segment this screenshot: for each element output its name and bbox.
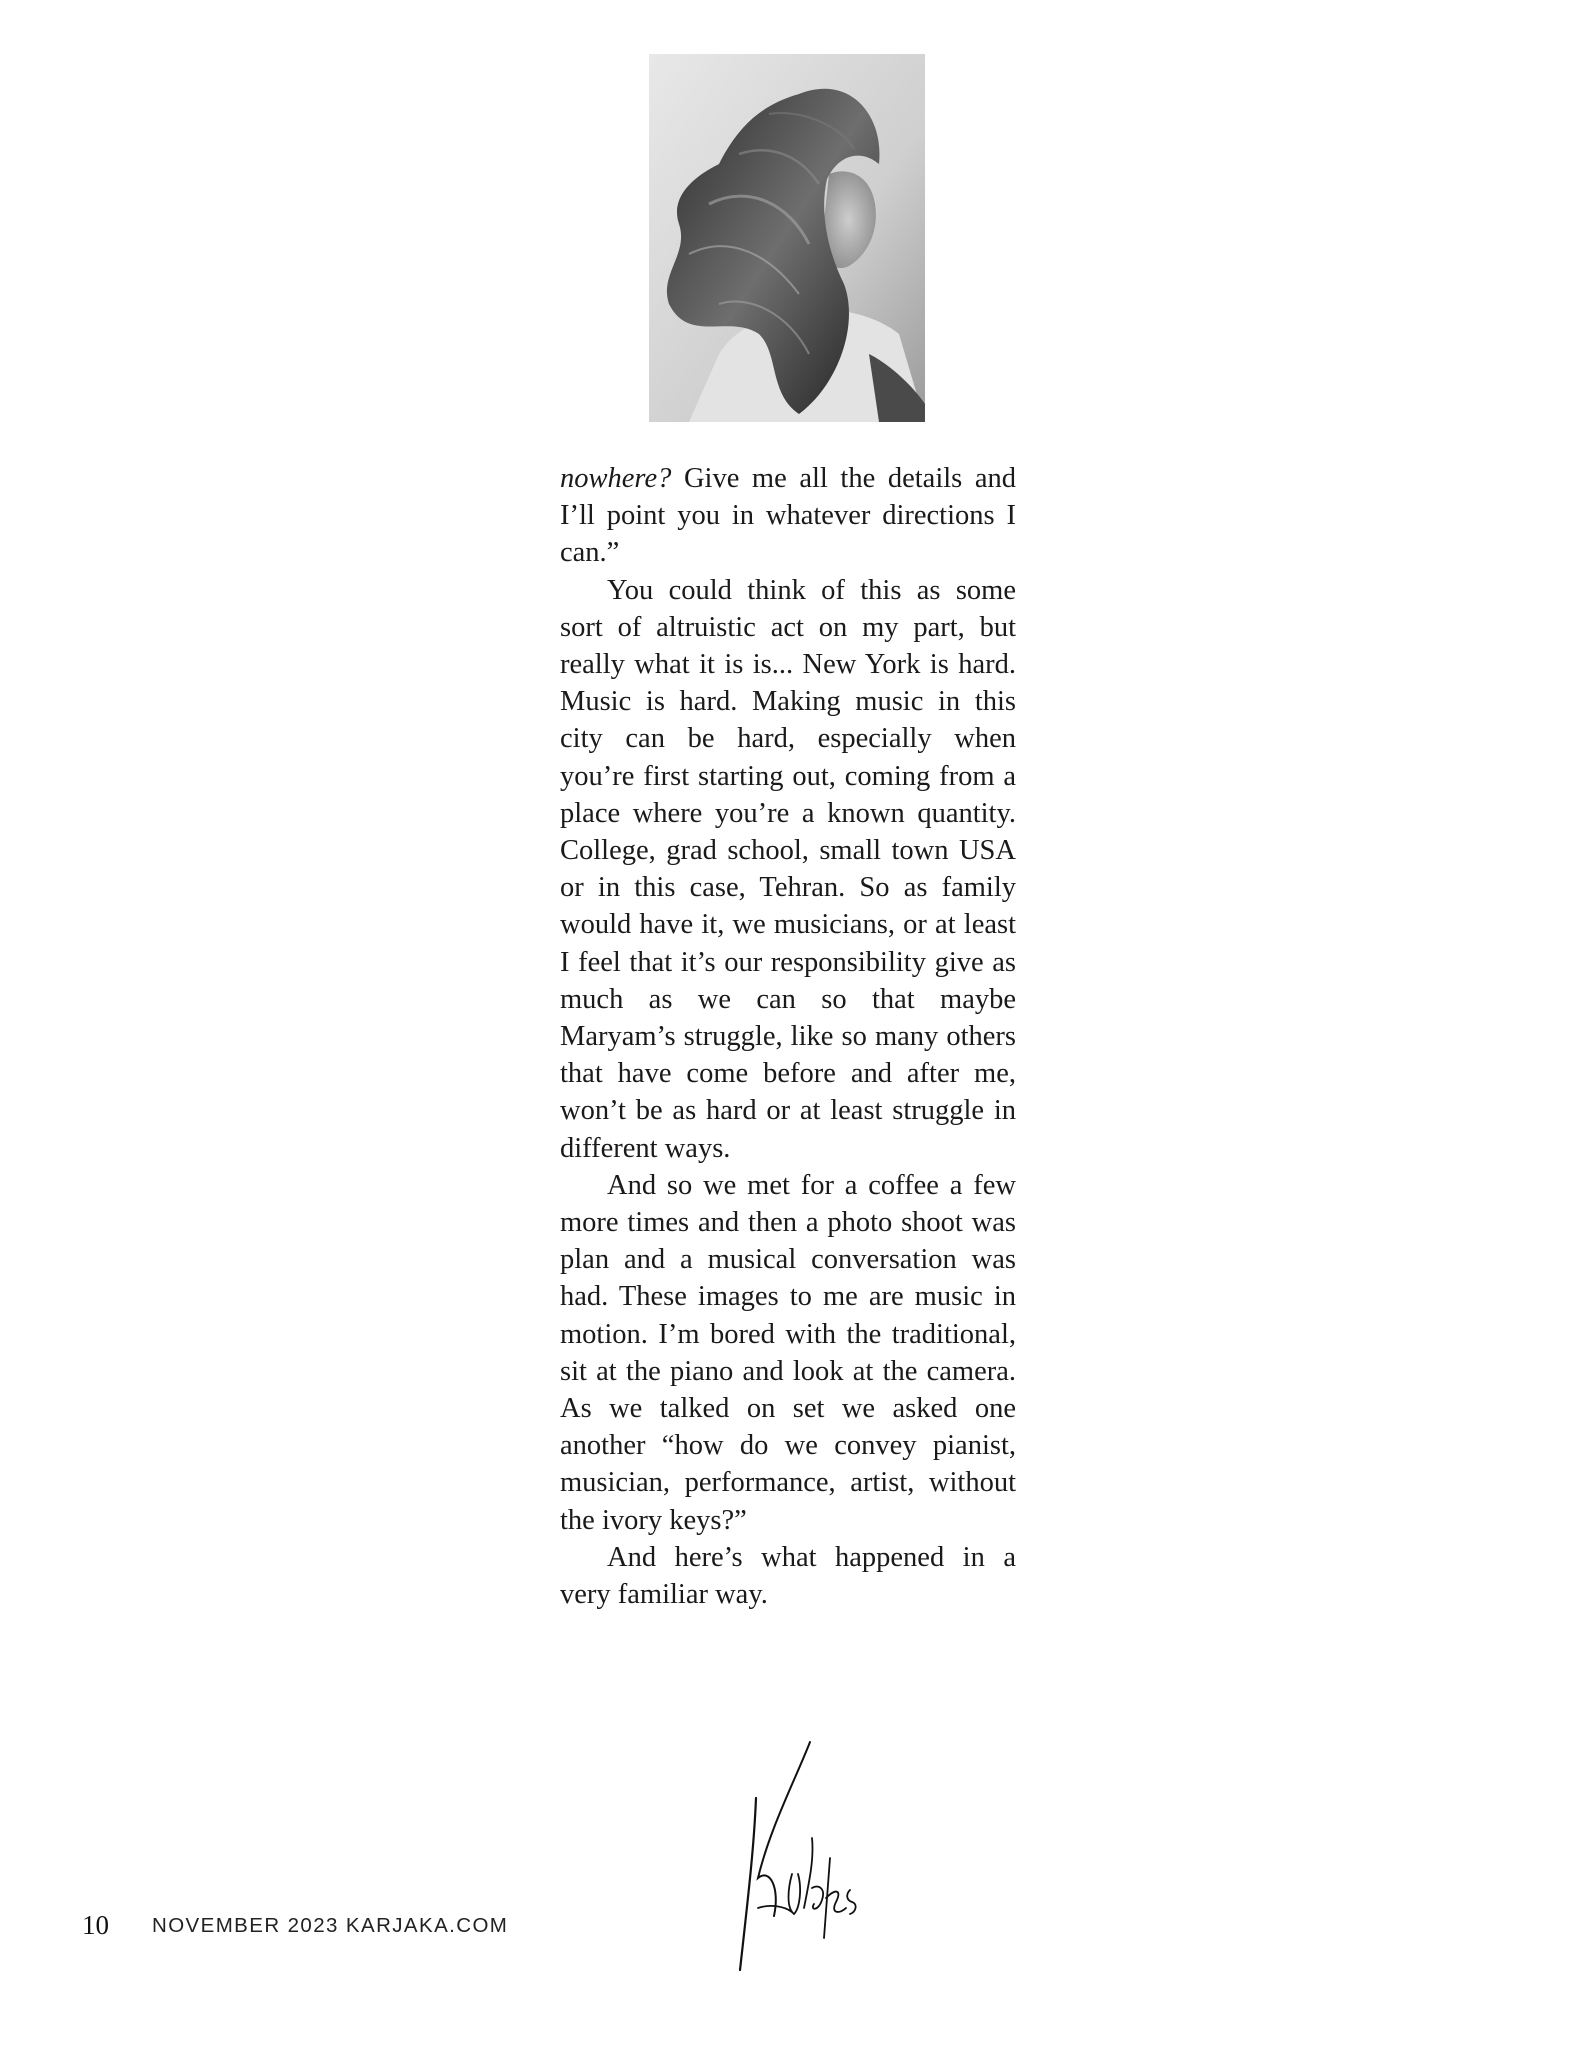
article-paragraph-1-text: Give me all the details and I’ll point you in whatever directions I can.”: [560, 463, 1016, 569]
article-paragraph-3: And so we met for a coffee a few more times and then a photo shoot was plan and a musical conversation was had. These images to me are music in motion. I’m bored with the traditional, sit at the piano and look at the camera. As we talked on set we asked one another “how do we convey pianist, musician, performance, artist, without the ivory keys?”: [560, 1169, 1016, 1536]
portrait-photo: [649, 54, 925, 422]
page-footer: [0, 1904, 1583, 1944]
portrait-photo-image: [649, 54, 925, 422]
article-paragraph-4: And here’s what happened in a very familiar way.: [560, 1541, 1016, 1611]
article-body: [560, 460, 1016, 1613]
article-paragraph-1: [560, 460, 1016, 572]
article-italic-word: nowhere?: [560, 463, 672, 494]
footer-issue-text: NOVEMBER 2023 KARJAKA.COM: [152, 1914, 509, 1937]
article-paragraph-2: You could think of this as some sort of altruistic act on my part, but really what it is is... New York is hard. Music is hard. Making music in this city can be hard, especially when you’re first starting out, coming from a place where you’re a known quantity. College, grad school, small town USA or in this case, Tehran. So as family would have it, we musicians, or at least I feel that it’s our responsibility give as much as we can so that maybe Maryam’s struggle, like so many others that have come before and after me, won’t be as hard or at least struggle in different ways.: [560, 574, 1016, 1164]
page-number: 10: [82, 1910, 109, 1940]
